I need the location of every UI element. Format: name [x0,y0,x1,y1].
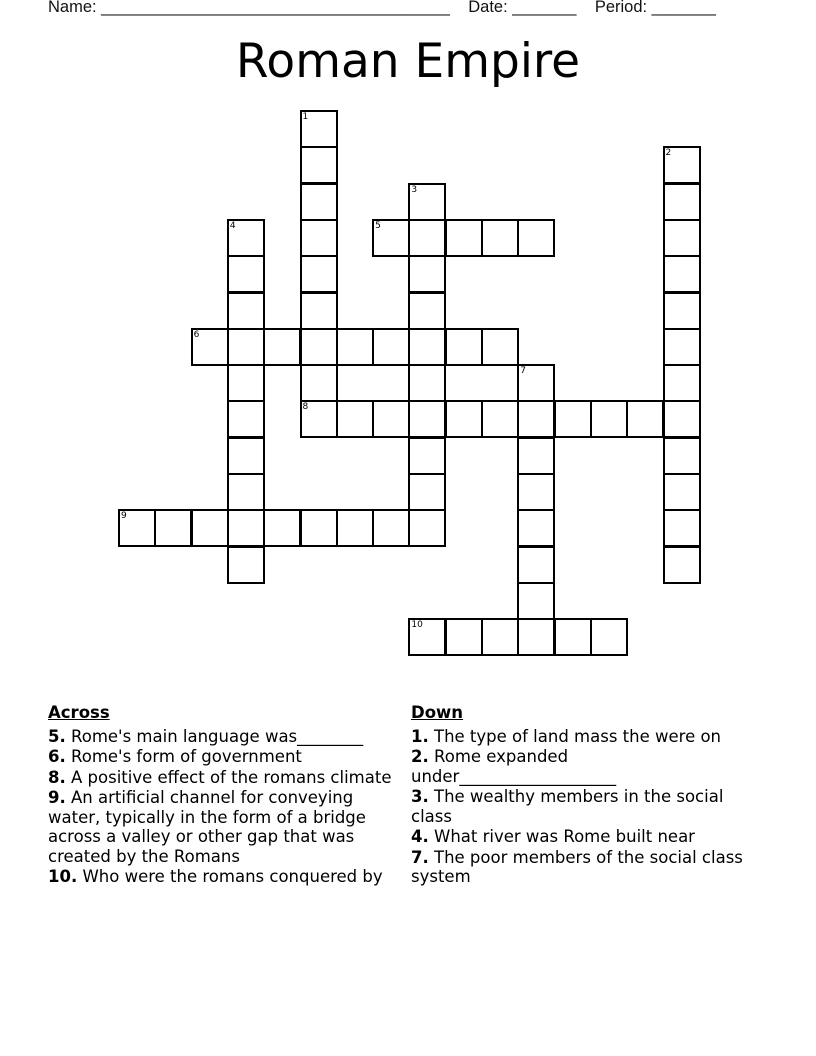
clue-number: 2. [411,747,429,766]
crossword-cell[interactable] [227,437,265,475]
student-info-line: Name: ______________________________________ Date: _______ Period: _______ [48,0,716,16]
clue-number-label: 6 [193,329,200,340]
crossword-cell[interactable] [300,509,338,547]
clue-number: 8. [48,767,66,787]
crossword-cell[interactable] [517,618,555,656]
crossword-cell[interactable] [663,328,701,366]
clue-number-label: 8 [302,402,309,413]
crossword-cell[interactable] [408,255,446,293]
crossword-cell[interactable] [227,509,265,547]
down-clue-3 [411,787,763,826]
crossword-cell[interactable] [300,146,338,184]
clue-number: 4. [411,827,429,846]
across-clue-10 [48,867,400,887]
down-clue-2 [411,747,763,786]
crossword-cell[interactable] [191,509,229,547]
crossword-cell[interactable] [481,618,519,656]
crossword-cell[interactable] [118,509,156,547]
crossword-cell[interactable] [227,328,265,366]
crossword-cell[interactable] [481,328,519,366]
crossword-cell[interactable] [663,437,701,475]
clue-number: 10. [48,867,78,886]
across-clue-6 [48,747,400,767]
crossword-cell[interactable] [336,509,374,547]
clue-text: What river was Rome built near [434,827,695,846]
clue-number: 7. [411,847,429,867]
crossword-cell[interactable] [517,364,555,402]
clue-text: An artificial channel for conveying water, typically in the form of a bridge across a valley or other gap that was created by the Romans [48,788,366,866]
crossword-cell[interactable] [663,219,701,257]
crossword-cell[interactable] [300,255,338,293]
crossword-cell[interactable] [154,509,192,547]
crossword-cell[interactable] [372,400,410,438]
crossword-cell[interactable] [227,292,265,330]
crossword-cell[interactable] [517,546,555,584]
crossword-cell[interactable] [408,183,446,221]
crossword-cell[interactable] [554,618,592,656]
crossword-cell[interactable] [517,582,555,620]
crossword-cell[interactable] [481,219,519,257]
crossword-cell[interactable] [408,509,446,547]
crossword-cell[interactable] [445,400,483,438]
clue-number-label: 9 [121,511,127,522]
crossword-cell[interactable] [300,400,338,438]
crossword-cell[interactable] [300,219,338,257]
crossword-cell[interactable] [408,364,446,402]
crossword-cell[interactable] [227,255,265,293]
crossword-cell[interactable] [227,219,265,257]
across-clue-9 [48,788,400,866]
crossword-cell[interactable] [227,473,265,511]
clue-number: 3. [411,787,429,806]
crossword-cell[interactable] [517,473,555,511]
across-clues [48,703,400,888]
across-clue-8 [48,768,400,788]
crossword-cell[interactable] [408,473,446,511]
crossword-cell[interactable] [408,292,446,330]
crossword-cell[interactable] [626,400,664,438]
down-clues [411,703,763,888]
crossword-cell[interactable] [590,400,628,438]
crossword-cell[interactable] [300,292,338,330]
clue-number-label: 2 [665,148,672,159]
across-heading: Across [48,703,110,722]
crossword-cell[interactable] [663,546,701,584]
crossword-cell[interactable] [445,219,483,257]
crossword-cell[interactable] [445,618,483,656]
down-clue-7 [411,848,763,887]
clue-number: 9. [48,788,66,807]
clue-number: 6. [48,747,66,766]
across-clue-5 [48,727,400,747]
crossword-cell[interactable] [481,400,519,438]
crossword-cell[interactable] [227,364,265,402]
crossword-cell[interactable] [300,328,338,366]
crossword-cell[interactable] [663,292,701,330]
crossword-cell[interactable] [263,509,301,547]
crossword-cell[interactable] [517,400,555,438]
crossword-cell[interactable] [408,328,446,366]
crossword-cell[interactable] [408,219,446,257]
crossword-cell[interactable] [372,328,410,366]
clue-number-label: 1 [302,112,309,122]
crossword-cell[interactable] [300,110,338,148]
crossword-cell[interactable] [191,328,229,366]
clue-number-label: 5 [375,220,381,231]
crossword-cell[interactable] [517,437,555,475]
crossword-cell[interactable] [300,364,338,402]
crossword-cell[interactable] [663,473,701,511]
crossword-cell[interactable] [408,400,446,438]
clue-number: 5. [48,726,66,746]
crossword-cell[interactable] [408,437,446,475]
crossword-cell[interactable] [663,509,701,547]
clue-text: Who were the romans conquered by [82,867,383,886]
crossword-cell[interactable] [590,618,628,656]
crossword-cell[interactable] [517,219,555,257]
crossword-cell[interactable] [663,146,701,184]
clue-number-label: 4 [229,220,236,231]
crossword-cell[interactable] [372,509,410,547]
clue-text: The type of land mass the were on [434,726,722,746]
crossword-cell[interactable] [227,546,265,584]
crossword-cell[interactable] [408,618,446,656]
clue-text: Rome's form of government [71,747,302,766]
crossword-cell[interactable] [227,400,265,438]
crossword-cell[interactable] [263,328,301,366]
crossword-cell[interactable] [663,400,701,438]
crossword-cell[interactable] [663,364,701,402]
crossword-cell[interactable] [445,328,483,366]
crossword-cell[interactable] [663,183,701,221]
crossword-cell[interactable] [372,219,410,257]
clue-text: The wealthy members in the social class [411,787,724,826]
crossword-cell[interactable] [517,509,555,547]
down-heading: Down [411,703,464,722]
crossword-cell[interactable] [336,400,374,438]
down-clue-4 [411,827,763,847]
page-title: Roman Empire [235,34,581,89]
crossword-cell[interactable] [663,255,701,293]
crossword-cell[interactable] [336,328,374,366]
crossword-cell[interactable] [300,183,338,221]
down-clue-1 [411,727,763,747]
clue-number-label: 3 [411,184,418,195]
crossword-cell[interactable] [554,400,592,438]
clue-text: Rome's main language was________ [71,726,364,746]
clue-number-label: 7 [520,366,527,377]
clue-text: The poor members of the social class system [411,847,743,886]
clue-number: 1. [411,726,429,746]
clue-text: Rome expanded under___________________ [411,747,617,786]
clue-number-label: 10 [411,620,423,631]
clue-text: A positive effect of the romans climate [71,767,392,787]
